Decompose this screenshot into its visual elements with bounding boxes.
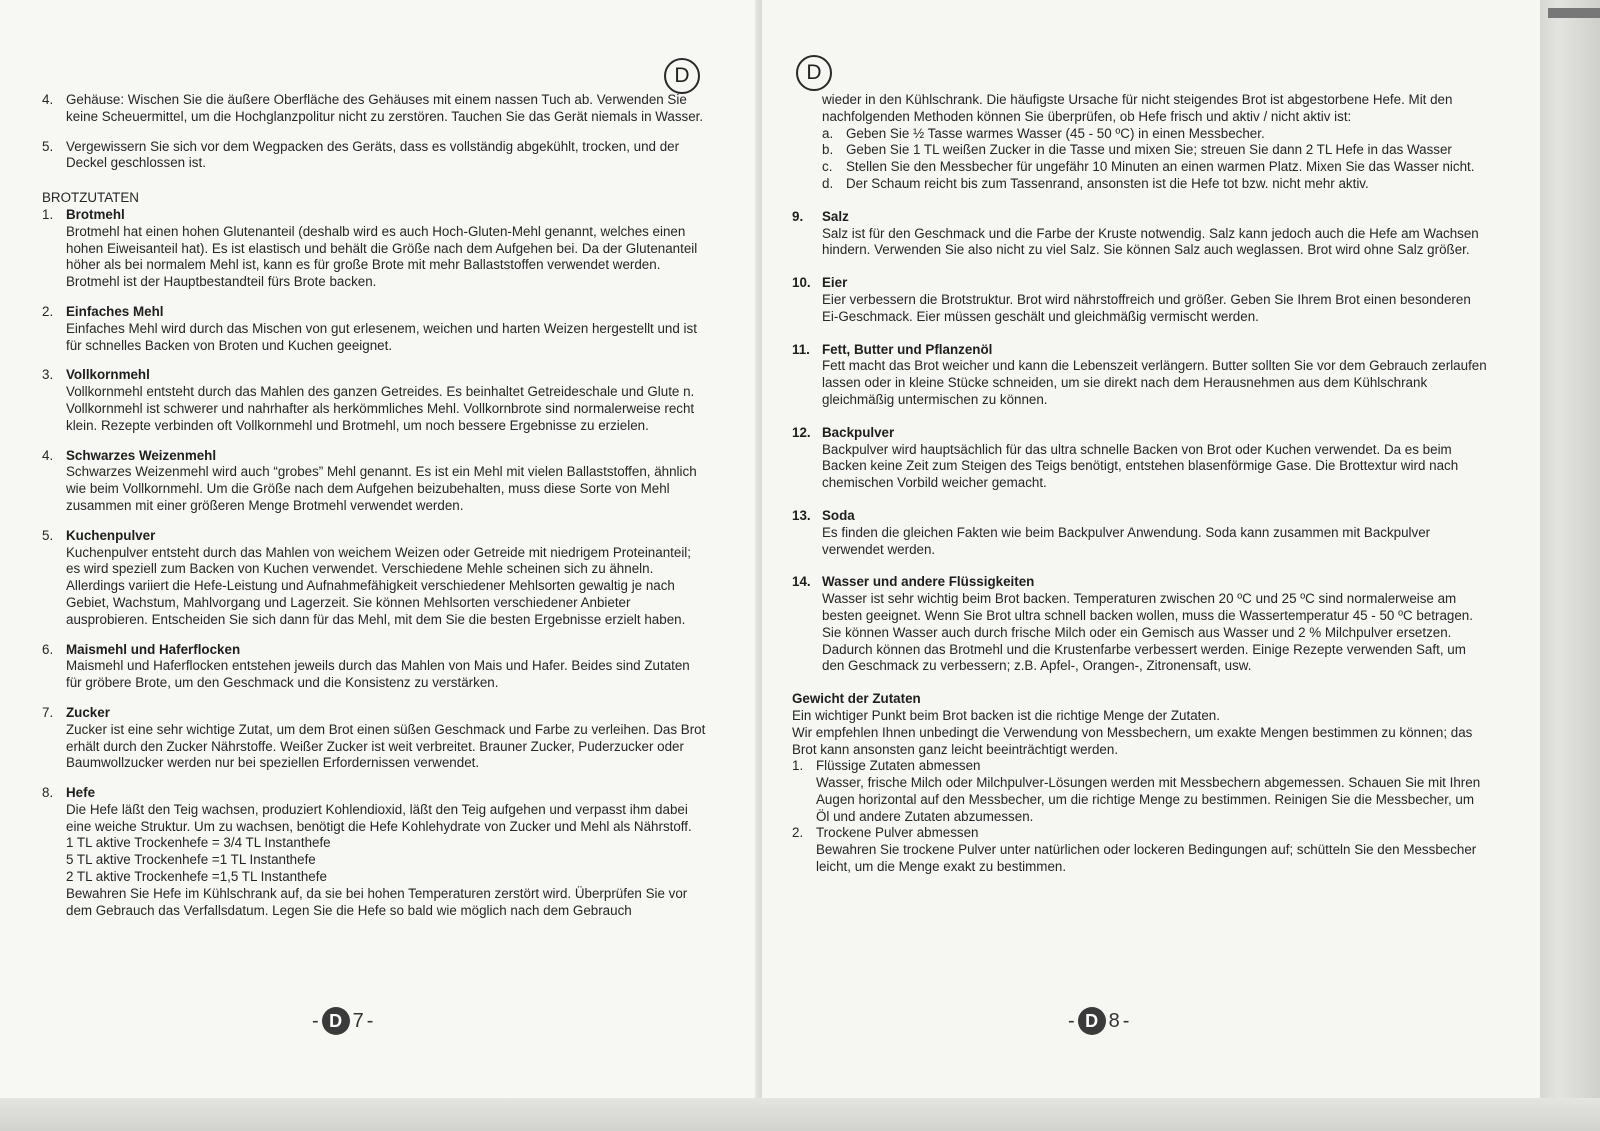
item-heading: Zucker (66, 704, 110, 720)
section-title: BROTZUTATEN (42, 190, 139, 206)
footer-dash: - (366, 1009, 374, 1032)
list-item (42, 92, 708, 126)
item-number: 8. (42, 785, 54, 801)
language-marker: D (796, 55, 832, 91)
page-number: 7 (352, 1009, 364, 1032)
ingredient-item (42, 705, 708, 772)
ingredient-item (792, 508, 1487, 558)
item-number: 11. (792, 341, 810, 357)
step-label: b. (822, 142, 834, 158)
item-number: 1. (792, 758, 804, 774)
item-text: Backpulver wird hauptsächlich für das ultra schnelle Backen von Brot oder Kuchen verwendet. Da es beim Backen keine Zeit zum Steigen des Teigs benötigt, entstehen blasenförmige Gase. Die Brottextur wird nach chemischen Vorbild weicher gemacht. (822, 441, 1459, 491)
item-text: Es finden die gleichen Fakten wie beim Backpulver Anwendung. Soda kann zusammen mit Backpulver verwendet werden. (822, 524, 1431, 557)
ingredient-item (792, 275, 1487, 325)
ingredient-item (42, 448, 708, 515)
page-edge (1540, 0, 1600, 1131)
item-text: Vergewissern Sie sich vor dem Wegpacken des Geräts, dass es vollständig abgekühlt, trocken, und der Deckel geschlossen ist. (66, 138, 680, 171)
step-label: d. (822, 175, 834, 191)
ingredient-item (42, 785, 708, 919)
continuation-text: wieder in den Kühlschrank. Die häufigste Ursache für nicht steigendes Brot ist abgestorbene Hefe. Mit den nachfolgenden Methoden können Sie überprüfen, ob Hefe frisch und aktiv / nicht aktiv ist: (822, 92, 1453, 124)
right-page-content (792, 92, 1487, 876)
test-step (822, 126, 1487, 143)
continuation-block (792, 92, 1487, 193)
step-text: Geben Sie 1 TL weißen Zucker in die Tasse und mixen Sie; streuen Sie dann 2 TL Hefe in das Wasser (846, 142, 1452, 158)
item-heading: Eier (822, 275, 848, 291)
item-heading: Kuchenpulver (66, 527, 156, 543)
section-title: Gewicht der Zutaten (792, 691, 921, 707)
item-text: Einfaches Mehl wird durch das Mischen von gut erlesenem, weichen und harten Weizen hergestellt und ist für schnelles Backen von Broten und Kuchen geeignet. (66, 320, 697, 353)
item-text: Brotmehl hat einen hohen Glutenanteil (deshalb wird es auch Hoch-Gluten-Mehl genannt, welches einen hohen Eiweisanteil hat). Es ist elastisch und behält die Größe nach dem Aufgehen bei. Da der Glutenanteil höher als bei normalem Mehl ist, kann es für große Brote mit mehr Ballaststoffen verwendet werden. Brotmehl ist der Hauptbestandteil fürs Brote backen. (66, 223, 698, 290)
item-heading: Vollkornmehl (66, 367, 150, 383)
item-heading: Flüssige Zutaten abmessen (816, 758, 981, 774)
item-heading: Wasser und andere Flüssigkeiten (822, 574, 1035, 590)
item-heading: Backpulver (822, 424, 895, 440)
item-heading: Salz (822, 208, 849, 224)
step-label: a. (822, 125, 834, 141)
ingredient-item (42, 304, 708, 354)
item-number: 12. (792, 424, 811, 440)
step-text: Der Schaum reicht bis zum Tassenrand, ansonsten ist die Hefe tot bzw. nicht mehr aktiv. (846, 175, 1369, 191)
ingredient-item (42, 367, 708, 434)
footer-dash: - (312, 1009, 319, 1032)
yeast-ratio: 5 TL aktive Trockenhefe =1 TL Instanthefe (66, 852, 316, 868)
item-text: Kuchenpulver entsteht durch das Mahlen von weichem Weizen oder Getreide mit niedrigem Proteinanteil; es wird speziell zum Backen von Kuchen verwendet. Verschiedene Mehle scheinen sich zu ähneln. Allerdings variiert die Hefe-Leistung und Aufnahmefähigkeit verschiedener Mehlsorten gewaltig je nach Gebiet, Wachstum, Mahlvorgang und Lagerzeit. Sie können Mehlsorten verschiedener Anbieter ausprobieren. Entscheiden Sie sich dann für das Mehl, mit dem Sie die besten Ergebnisse erzielt haben. (66, 544, 691, 627)
list-item (792, 758, 1487, 825)
item-text: Zucker ist eine sehr wichtige Zutat, um dem Brot einen süßen Geschmack und Farbe zu verleihen. Das Brot erhält durch den Zucker Nährstoffe. Weißer Zucker ist weit verbreitet. Brauner Zucker, Puderzucker oder Baumwollzucker werden nur bei speziellen Erfordernissen verwendet. (66, 721, 706, 771)
step-text: Stellen Sie den Messbecher für ungefähr 10 Minuten an einen warmen Platz. Mixen Sie das Wasser nicht. (846, 159, 1475, 175)
item-text: Wasser ist sehr wichtig beim Brot backen. Temperaturen zwischen 20 ºC und 25 ºC sind normalerweise am besten geeignet. Wenn Sie Brot ultra schnell backen wollen, muss die Wassertemperatur 45 - 50 ºC betragen. Sie können Wasser auch durch frische Milch oder ein Gemisch aus Wasser und 2 % Milchpulver ersetzen. Dadurch können das Brotmehl und die Krustenfarbe verbessert werden. Einige Rezepte verwenden Saft, um den Geschmack zu verbessern; z.B. Apfel-, Orangen-, Zitronensaft, usw. (822, 591, 1473, 674)
test-step (822, 142, 1487, 159)
footer-badge: D (1078, 1007, 1106, 1035)
list-item (792, 825, 1487, 875)
item-heading: Maismehl und Haferflocken (66, 641, 241, 657)
item-heading: Fett, Butter und Pflanzenöl (822, 341, 993, 357)
item-text: Wasser, frische Milch oder Milchpulver-Lösungen werden mit Messbechern abgemessen. Schauen Sie mit Ihren Augen horizontal auf den Messbecher, um die richtige Menge zu bestimmen. Reinigen Sie die Messbecher, um Öl und andere Zutaten abzumessen. (816, 775, 1481, 824)
ingredient-item (792, 209, 1487, 259)
item-heading: Soda (822, 507, 855, 523)
item-text: Schwarzes Weizenmehl wird auch “grobes” Mehl genannt. Es ist ein Mehl mit vielen Ballaststoffen, ähnlich wie beim Vollkornmehl. Um die Größe nach dem Aufgehen beizubehalten, muss diese Sorte von Mehl zusammen mit einer größeren Menge Brotmehl verwendet werden. (66, 464, 697, 513)
bottom-shadow (0, 1098, 1600, 1131)
item-text: Gehäuse: Wischen Sie die äußere Oberfläche des Gehäuses mit einem nassen Tuch ab. Verwenden Sie keine Scheuermittel, um die Hochglanzpolitur nicht zu zerstören. Tauchen Sie das Gerät niemals in Wasser. (66, 92, 704, 124)
item-number: 4. (42, 92, 54, 107)
page-number: 8 (1108, 1009, 1120, 1032)
item-text: Maismehl und Haferflocken entstehen jeweils durch das Mahlen von Mais und Hafer. Beides sind Zutaten für gröbere Brote, um den Geschmack und die Konsistenz zu verstärken. (66, 658, 690, 691)
weight-intro: Ein wichtiger Punkt beim Brot backen ist die richtige Menge der Zutaten. (792, 707, 1220, 723)
item-number: 7. (42, 704, 54, 720)
item-heading: Hefe (66, 785, 96, 801)
item-text: Fett macht das Brot weicher und kann die Lebenszeit verlängern. Butter sollten Sie vor dem Gebrauch zerlaufen lassen oder in kleine Stücke schneiden, um sie direkt nach dem Herausnehmen aus dem Kühlschrank gleichmäßig untermischen zu können. (822, 358, 1487, 407)
footer-dash: - (1122, 1009, 1130, 1032)
page-footer (1068, 1007, 1129, 1035)
step-label: c. (822, 159, 833, 175)
ingredient-item (792, 574, 1487, 675)
list-item (42, 139, 708, 173)
item-number: 2. (42, 303, 54, 319)
item-text: Bewahren Sie trockene Pulver unter natürlichen oder lockeren Bedingungen auf; schütteln Sie den Messbecher leicht, um die Menge exakt zu bestimmen. (816, 842, 1477, 875)
left-page (0, 0, 760, 1131)
ingredient-item (792, 425, 1487, 492)
weight-intro: Wir empfehlen Ihnen unbedingt die Verwendung von Messbechern, um exakte Mengen bestimmen zu können; das Brot kann ansonsten ganz leicht beeinträchtigt werden. (792, 724, 1473, 757)
ingredient-item (42, 207, 708, 291)
item-heading: Einfaches Mehl (66, 303, 164, 319)
item-number: 5. (42, 527, 54, 543)
item-text: Bewahren Sie Hefe im Kühlschrank auf, da sie bei hohen Temperaturen zerstört wird. Überprüfen Sie vor dem Gebrauch das Verfallsdatum. Legen Sie die Hefe so bald wie möglich nach dem Gebrauch (66, 885, 688, 918)
ingredient-item (42, 642, 708, 692)
item-number: 13. (792, 507, 811, 523)
footer-badge: D (322, 1007, 350, 1035)
item-text: Eier verbessern die Brotstruktur. Brot wird nährstoffreich und größer. Geben Sie Ihrem Brot einen besonderen Ei-Geschmack. Eier müssen geschält und gleichmäßig vermischt werden. (822, 291, 1471, 324)
item-number: 4. (42, 447, 54, 463)
item-heading: Schwarzes Weizenmehl (66, 447, 217, 463)
item-number: 6. (42, 641, 54, 657)
right-page (762, 0, 1540, 1131)
item-text: Vollkornmehl entsteht durch das Mahlen des ganzen Getreides. Es beinhaltet Getreideschale und Glute n. Vollkornmehl ist schwerer und nahrhafter als herkömmliches Mehl. Vollkornbrote sind normalerweise recht klein. Rezepte verbinden oft Vollkornmehl und Brotmehl, um noch bessere Ergebnisse zu erzielen. (66, 384, 695, 433)
step-text: Geben Sie ½ Tasse warmes Wasser (45 - 50 ºC) in einen Messbecher. (846, 125, 1265, 141)
item-number: 2. (792, 825, 804, 841)
item-text: Die Hefe läßt den Teig wachsen, produziert Kohlendioxid, läßt den Teig aufgehen und verpasst ihm dabei eine weiche Struktur. Um zu wachsen, benötigt die Hefe Kohlehydrate von Zucker und Mehl als Nährstoff. (66, 801, 692, 834)
item-number: 14. (792, 574, 811, 590)
item-heading: Brotmehl (66, 206, 125, 222)
item-number: 3. (42, 367, 54, 383)
item-number: 5. (42, 138, 54, 154)
page-edge-mark (1548, 8, 1600, 18)
item-number: 1. (42, 206, 54, 222)
footer-dash: - (1068, 1009, 1075, 1032)
item-number: 10. (792, 275, 811, 291)
yeast-ratio: 1 TL aktive Trockenhefe = 3/4 TL Instanthefe (66, 835, 331, 851)
item-text: Salz ist für den Geschmack und die Farbe der Kruste notwendig. Salz kann jedoch auch die Hefe am Wachsen hindern. Verwenden Sie also nicht zu viel Salz. Sie können Salz auch weglassen. Brot wird ohne Salz größer. (822, 225, 1479, 258)
yeast-ratio: 2 TL aktive Trockenhefe =1,5 TL Instanthefe (66, 869, 327, 885)
ingredient-item (42, 528, 708, 629)
language-marker: D (664, 58, 700, 94)
test-step (822, 159, 1487, 176)
left-page-content (42, 92, 708, 932)
test-step (822, 176, 1487, 193)
ingredient-item (792, 342, 1487, 409)
item-heading: Trockene Pulver abmessen (816, 825, 979, 841)
item-number: 9. (792, 208, 804, 224)
page-footer (312, 1007, 373, 1035)
